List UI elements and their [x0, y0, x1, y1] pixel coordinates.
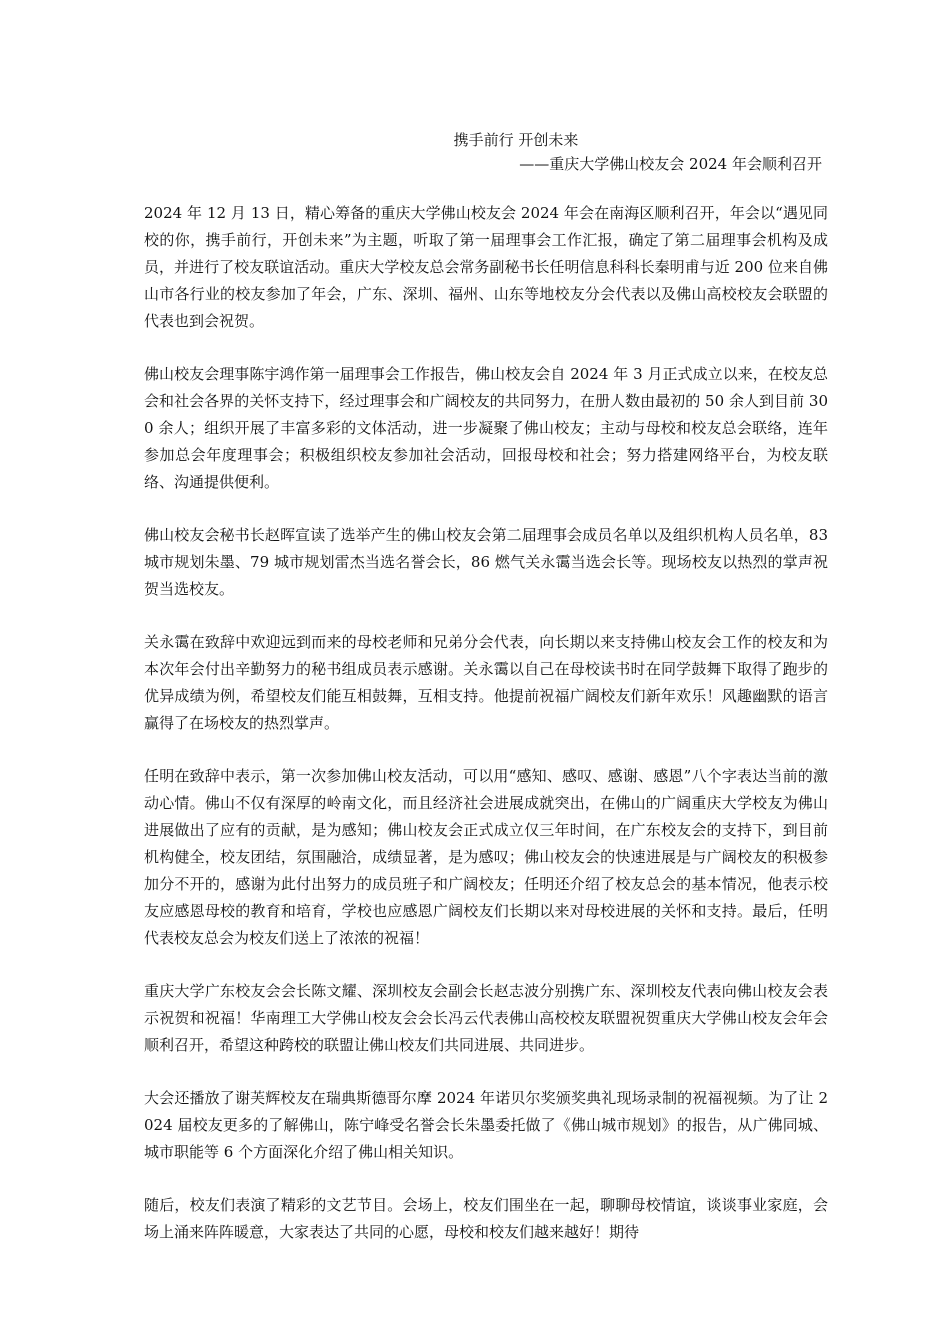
paragraph-8: 随后，校友们表演了精彩的文艺节目。会场上，校友们围坐在一起，聊聊母校情谊，谈谈事业家庭，会场上涌来阵阵暖意，大家表达了共同的心愿，母校和校友们越来越好！期待	[144, 1196, 828, 1241]
document-title: 携手前行 开创未来	[453, 131, 579, 149]
paragraph-4: 关永霭在致辞中欢迎远到而来的母校老师和兄弟分会代表，向长期以来支持佛山校友会工作的校友和为本次年会付出辛勤努力的秘书组成员表示感谢。关永霭以自己在母校读书时在同学鼓舞下取得了跑步的优异成绩为例，希望校友们能互相鼓舞，互相支持。他提前祝福广阔校友们新年欢乐！风趣幽默的语言赢得了在场校友的热烈掌声。	[144, 633, 828, 732]
document-subtitle: ——重庆大学佛山校友会 2024 年会顺利召开	[519, 155, 822, 173]
paragraph-1: 2024 年 12 月 13 日，精心筹备的重庆大学佛山校友会 2024 年会在南海区顺利召开，年会以“遇见同校的你，携手前行，开创未来”为主题，听取了第一届理事会工作汇报，确定了第二届理事会机构及成员，并进行了校友联谊活动。重庆大学校友总会常务副秘书长任明信息科科长秦明甫与近 200 位来自佛山市各行业的校友参加了年会，广东、深圳、福州、山东等地校友分会代表以及佛山高校校友会联盟的代表也到会祝贺。	[144, 204, 828, 330]
paragraph-2: 佛山校友会理事陈宇鸿作第一届理事会工作报告，佛山校友会自 2024 年 3 月正式成立以来，在校友总会和社会各界的关怀支持下，经过理事会和广阔校友的共同努力，在册人数由最初的 50 余人到目前 300 余人；组织开展了丰富多彩的文体活动，进一步凝聚了佛山校友；主动与母校和校友总会联络，连年参加总会年度理事会；积极组织校友参加社会活动，回报母校和社会；努力搭建网络平台，为校友联络、沟通提供便利。	[144, 365, 828, 491]
paragraph-6: 重庆大学广东校友会会长陈文耀、深圳校友会副会长赵志波分别携广东、深圳校友代表向佛山校友会表示祝贺和祝福！华南理工大学佛山校友会会长冯云代表佛山高校校友联盟祝贺重庆大学佛山校友会年会顺利召开，希望这种跨校的联盟让佛山校友们共同进展、共同进步。	[144, 982, 828, 1054]
paragraph-5: 任明在致辞中表示，第一次参加佛山校友活动，可以用“感知、感叹、感谢、感恩”八个字表达当前的激动心情。佛山不仅有深厚的岭南文化，而且经济社会进展成就突出，在佛山的广阔重庆大学校友为佛山进展做出了应有的贡献，是为感知；佛山校友会正式成立仅三年时间，在广东校友会的支持下，到目前机构健全，校友团结，氛围融洽，成绩显著，是为感叹；佛山校友会的快速进展是与广阔校友的积极参加分不开的，感谢为此付出努力的成员班子和广阔校友；任明还介绍了校友总会的基本情况，他表示校友应感恩母校的教育和培育，学校也应感恩广阔校友们长期以来对母校进展的关怀和支持。最后，任明代表校友总会为校友们送上了浓浓的祝福！	[144, 767, 828, 947]
paragraph-3: 佛山校友会秘书长赵晖宣读了选举产生的佛山校友会第二届理事会成员名单以及组织机构人员名单，83 城市规划朱墨、79 城市规划雷杰当选名誉会长，86 燃气关永霭当选会长等。现场校友以热烈的掌声祝贺当选校友。	[144, 526, 828, 598]
paragraph-7: 大会还播放了谢芙辉校友在瑞典斯德哥尔摩 2024 年诺贝尔奖颁奖典礼现场录制的祝福视频。为了让 2024 届校友更多的了解佛山，陈宁峰受名誉会长朱墨委托做了《佛山城市规划》的报告，从广佛同城、城市职能等 6 个方面深化介绍了佛山相关知识。	[144, 1089, 828, 1161]
